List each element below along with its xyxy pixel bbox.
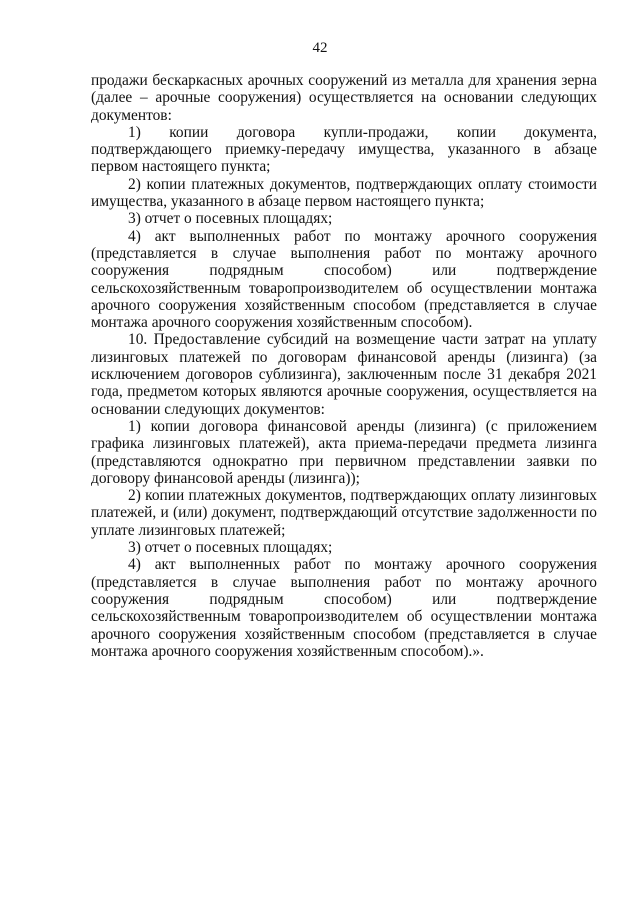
paragraph-item-2: 2) копии платежных документов, подтверждающих оплату стоимости имущества, указанного в абзаце первом настоящего пункта; [91,175,597,211]
paragraph-item-3: 3) отчет о посевных площадях; [128,210,333,228]
paragraph-section-10-item-4: 4) акт выполненных работ по монтажу арочного сооружения (представляется в случае выполнения работ по монтажу арочного сооружения подрядным способом) или подтверждение сельскохозяйственным товаропроизводителем об осуществлении монтажа арочного сооружения хозяйственным способом (представляется в случае монтажа арочного сооружения хозяйственным способом).». [91,556,597,660]
document-body [91,72,597,660]
paragraph-section-10-item-2: 2) копии платежных документов, подтверждающих оплату лизинговых платежей, и (или) документ, подтверждающий отсутствие задолженности по уплате лизинговых платежей; [91,487,597,539]
paragraph-item-1: 1) копии договора купли-продажи, копии документа, подтверждающего приемку-передачу имущества, указанного в абзаце первом настоящего пункта; [91,123,597,176]
page-number: 42 [312,40,328,56]
paragraph-section-10: 10. Предоставление субсидий на возмещение части затрат на уплату лизинговых платежей по договорам финансовой аренды (лизинга) (за исключением договоров сублизинга), заключенным после 31 декабря 2021 года, предметом которых являются арочные сооружения, осуществляется на основании следующих документов: [91,331,597,418]
paragraph-continuation: продажи бескаркасных арочных сооружений из металла для хранения зерна (далее – арочные сооружения) осуществляется на основании следующих документов: [91,72,597,124]
paragraph-item-4: 4) акт выполненных работ по монтажу арочного сооружения (представляется в случае выполнения работ по монтажу арочного сооружения подрядным способом) или подтверждение сельскохозяйственным товаропроизводителем об осуществлении монтажа арочного сооружения хозяйственным способом (представляется в случае монтажа арочного сооружения хозяйственным способом). [91,227,597,332]
paragraph-section-10-item-1: 1) копии договора финансовой аренды (лизинга) (с приложением графика лизинговых платежей), акта приема-передачи предмета лизинга (представляются однократно при первичном представлении заявки по договору финансовой аренды (лизинга)); [91,417,597,487]
paragraph-section-10-item-3: 3) отчет о посевных площадях; [128,539,333,557]
